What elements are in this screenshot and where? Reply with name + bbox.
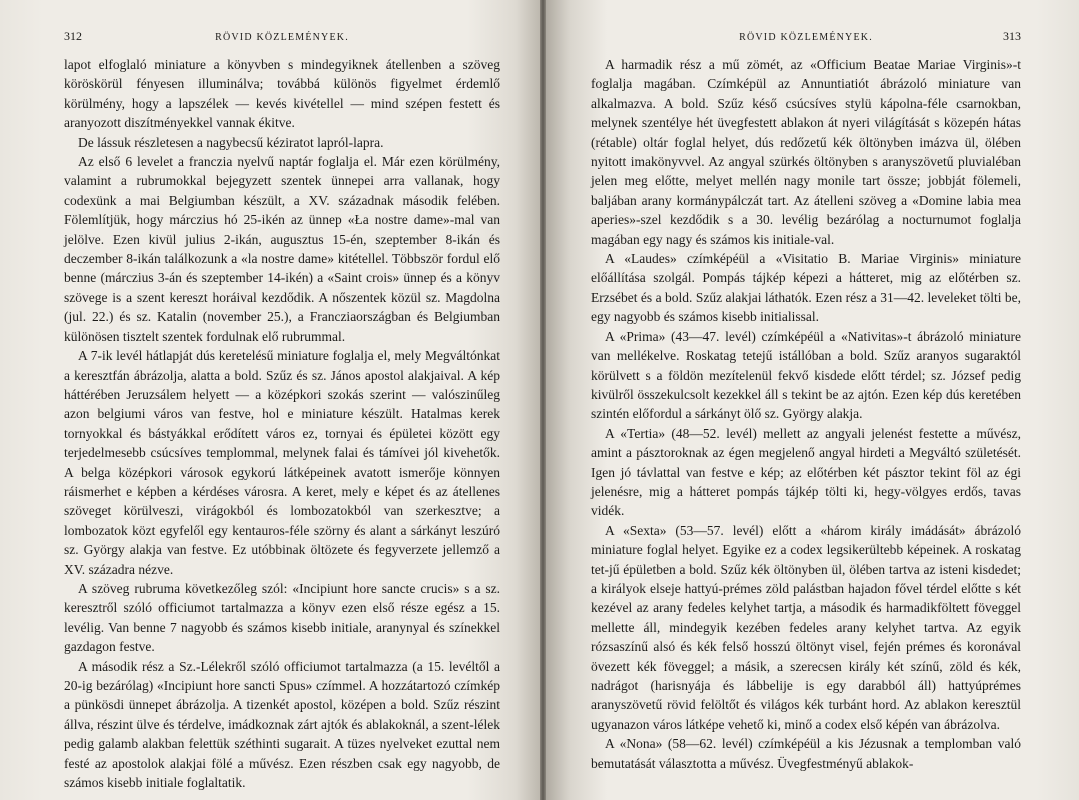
right-page bbox=[543, 0, 1079, 800]
paragraph: A 7-ik levél hátlapját dús keretelésű miniature foglalja el, mely Megváltónkat a keresztfán ábrázolja, alatta a bold. Szűz és sz. János apostol alakjaival. A kép háttérében Jeruzsálem helyett — a középkori szokás szerint — valószinűleg azon belgiumi város van festve, hol e miniature készült. Hatalmas kerek tornyokkal és bástyákkal erődített város ez, tornyai és épületei között egy terjedelmesebb csúcsíves templommal, melynek falai és támívei jól kivehetők. A belga középkori városok egykorú látképeinek avatott ismerője könnyen ráismerhet e képben a kérdéses városra. A keret, mely e képet és az átellenes szöveget körülveszi, virágokból és lombozatokból van szerkesztve; a lombozatok közt egyfelől egy kentauros-féle szörny és alant a sárkányt leszúró sz. György alakja van festve. Ez utóbbinak öltözete és fegyverzete jellemző a XV. századra nézve. bbox=[64, 348, 500, 577]
page-number-right: 313 bbox=[1003, 29, 1021, 43]
book-gutter bbox=[540, 0, 546, 800]
paragraph: A második rész a Sz.-Lélekről szóló officiumot tartalmazza (a 15. levéltől a 20-ig bezárólag) «Incipiunt hore sancti Spus» czímmel. A hozzátartozó czímkép a pünkösdi ünnepet ábrázolja. A tizenkét apostol, középen a bold. Szűz részint állva, részint ülve és térdelve, imádkoznak zárt ajtók és ablakoknál, a szent-lélek pedig galamb alakban felettük széthinti sugarait. A tüzes nyelveket ezuttal nem festé az apostolok alakjai fölé a művész. Ezen részben csak egy nagyobb, de számos kisebb initiale foglaltatik. bbox=[64, 658, 500, 791]
paragraph: A szöveg rubruma következőleg szól: «Incipiunt hore sancte crucis» s a sz. keresztről szóló officiumot tartalmazza a könyv ezen első része egész a 15. levélig. Van benne 7 nagyobb és számos kisebb initiale, aranynyal és színekkel gazdagon festve. bbox=[64, 580, 500, 655]
paragraph: De lássuk részletesen a nagybecsű kéziratot lapról-lapra. bbox=[78, 134, 384, 150]
paragraph: A «Sexta» (53—57. levél) előtt a «három király imádását» ábrázoló miniature foglal helyet. Egyike ez a codex legsikerültebb képeinek. A roskatag tet-jű épületben a bold. Szűz kék öltönyben ül, ölében tartva az isteni kisdedet; a királyok elseje hattyú-prémes zöld palástban hajadon fővel térdel előtte s két kezével az arany fedeles kelyhet tartja, a második és harmadikföltett föveggel mellette áll, mindegyik kezében fedeles arany kelyhet tartva. Az egyik rózsaszínű alsó és kék felső hosszú öltönyt visel, fején prémes és koronával övezett kék föveggel; a másik, a szerecsen király két színű, zöld és kék, nadrágot (harisnyája és lábbelije is egy darabból áll) hattyúprémes aranyszövetű rövid felöltőt és világos kék turbánt hord. Az ablakon keresztül ugyanazon város látképe vehető ki, minő a codex első képén van ábrázolva. bbox=[591, 522, 1021, 732]
paragraph: A harmadik rész a mű zömét, az «Officium Beatae Mariae Virginis»-t foglalja magában. Czímképül az Annuntiatiót ábrázoló miniature van alkalmazva. A bold. Szűz késő csúcsíves stylü kápolna-féle csarnokban, melynek szentélye hét üvegfestett ablakon át nyeri világítását s közepén hátas (rétable) oltár foglal helyet, dús redőzetű kék öltönyben imázva ül, ölében nyitott imakönyvvel. Az angyal szürkés öltönyben s aranyszövetű pluvialéban jelen meg előtte, melyet mellén nagy monile tart össze; jobbját fölemeli, baljában arany kormánypálczát tart. Az átelleni szöveg a «Domine labia mea aperies»-szel kezdődik s a 30. levélig bezárólag a nocturnumot foglalja magában egy nagy és számos kis initiale-val. bbox=[591, 57, 1021, 247]
paragraph: A «Tertia» (48—52. levél) mellett az angyali jelenést festette a művész, amint a pásztoroknak az égen megjelenő angyal hirdeti a Megváltó születését. Igen jó távlattal van festve e kép; az előtérben két pásztor tekint föl az égi jelenésre, mig a hátteret pompás tájkép tölti ki, hegy-völgyes erdős, tavas vidék. bbox=[591, 425, 1021, 519]
paragraph: A «Prima» (43—47. levél) czímképéül a «Nativitas»-t ábrázoló miniature van mellékelve. Roskatag tetejű istállóban a bold. Szűz aranyos sugaraktól körülvett s a földön mezítelenül fekvő kisdede előtt térdel; sz. József pedig kivülről összekulcsolt kezekkel áll s tekint be az ajtón. Ezen kép dús keretében szintén előfordul a sárkányt ölő sz. György alakja. bbox=[591, 328, 1021, 422]
page-number-left: 312 bbox=[64, 29, 82, 43]
running-head-right: RÖVID KÖZLEMÉNYEK. bbox=[739, 32, 873, 43]
right-page-text bbox=[591, 55, 1021, 773]
paragraph: A «Laudes» czímképéül a «Visitatio B. Mariae Virginis» miniature előállítása szolgál. Pompás tájkép képezi a hátteret, mig az előtérben sz. Erzsébet és a bold. Szűz alakjai láthatók. Ezen rész a 31—42. leveleket tölti be, egy nagyobb és számos kisebb initialissal. bbox=[591, 251, 1021, 325]
paragraph: lapot elfoglaló miniature a könyvben s mindegyiknek átellenben a szöveg köröskörül fényesen illuminálva; továbbá különös figyelmet érdemlő körülmény, hogy a lapszélek — kevés kivétellel — mind szépen festett és aranyozott diszítményekkel vannak ékitve. bbox=[64, 57, 500, 131]
right-page-header bbox=[591, 29, 1021, 50]
paragraph: Az első 6 levelet a franczia nyelvű naptár foglalja el. Már ezen körülmény, valamint a rubrumokkal bejegyzett szentek ünnepei arra vallanak, hogy codexünk a mai Belgiumban készült, a XV. századnak második felében. Fölemlítjük, hogy márczius hó 25-ikén az ünnep «Ła nostre dame»-mal van jelölve. Ezen kivül julius 2-ikán, augusztus 15-én, szeptember 8-ikán és deczember 8-ikán találkozunk a «la nostre dame» kitétellel. Többször fordul elő benne (márczius 3-án és szeptember 14-ikén) a «Saint crois» ünnep és a könyv szövege is a szent kereszt horáival kezdődik. A nőszentek közül sz. Magdolna (jul. 22.) és sz. Katalin (november 25.), a Francziaországban és Belgiumban különösen tisztelt szentek fordulnak elő rubrummal. bbox=[64, 154, 500, 344]
left-page-header bbox=[64, 29, 500, 50]
paragraph: A «Nona» (58—62. levél) czímképéül a kis Jézusnak a templomban való bemutatását választotta a művész. Üvegfestményű ablakok- bbox=[591, 736, 1021, 771]
running-head-left: RÖVID KÖZLEMÉNYEK. bbox=[215, 32, 349, 43]
left-page-text bbox=[64, 55, 500, 792]
